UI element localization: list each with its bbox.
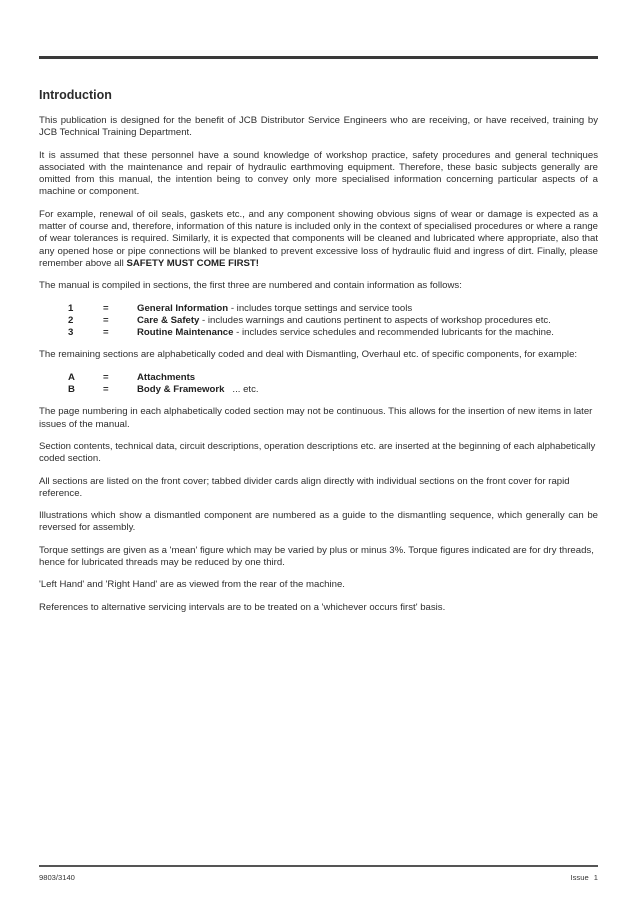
paragraph-illustrations: Illustrations which show a dismantled component are numbered as a guide to the dismantling sequence, which generally can be reversed for assembly.	[39, 510, 598, 534]
equals-sign: =	[103, 302, 109, 314]
paragraph-assumptions: It is assumed that these personnel have a sound knowledge of workshop practice, safety procedures and general techniques associated with the maintenance and repair of hydraulic earthmoving equipment. Therefore, these basic subjects generally are omitted from this manual, the intention being to convey only more specialised information concerning particular aspects of a machine or component.	[39, 149, 598, 198]
section-label: Attachments	[137, 371, 196, 383]
footer-rule	[39, 865, 598, 867]
equals-sign: =	[103, 314, 109, 326]
paragraph-sections-intro: The manual is compiled in sections, the first three are numbered and contain information as follows:	[39, 280, 462, 292]
paragraph-left-right: 'Left Hand' and 'Right Hand' are as viewed from the rear of the machine.	[39, 579, 345, 591]
equals-sign: =	[103, 327, 109, 339]
list-item	[39, 315, 598, 327]
section-code: 3	[68, 327, 74, 339]
paragraph-example	[39, 209, 598, 270]
paragraph-section-contents: Section contents, technical data, circuit descriptions, operation descriptions etc. are inserted at the beginning of each alphabetically coded section.	[39, 440, 596, 465]
equals-sign: =	[103, 384, 109, 396]
list-item	[39, 384, 598, 396]
paragraph-front-cover: All sections are listed on the front cover; tabbed divider cards align directly with individual sections on the front cover for rapid reference.	[39, 475, 570, 499]
section-label: Body & Framework	[137, 384, 225, 396]
list-item	[39, 327, 598, 339]
paragraph-servicing-intervals: References to alternative servicing intervals are to be treated on a 'whichever occurs first' basis.	[39, 601, 446, 613]
section-code: 2	[68, 314, 74, 326]
page-title: Introduction	[39, 88, 112, 102]
section-code: 1	[68, 302, 74, 314]
top-rule	[39, 56, 598, 59]
paragraph-torque: Torque settings are given as a 'mean' figure which may be varied by plus or minus 3%. Torque figures indicated are for dry threads, hence for lubricated threads may be reduced by one third.	[39, 544, 594, 569]
safety-emphasis: SAFETY MUST COME FIRST!	[126, 257, 259, 269]
numbered-sections-list	[39, 303, 598, 340]
section-label: Care & Safety	[137, 314, 200, 326]
section-code: B	[68, 384, 75, 396]
section-label: General Information	[137, 302, 229, 314]
page-content	[39, 87, 598, 624]
paragraph-remaining-sections: The remaining sections are alphabetically coded and deal with Dismantling, Overhaul etc. of specific components, for example:	[39, 349, 578, 361]
list-item	[39, 303, 598, 315]
paragraph-page-numbering: The page numbering in each alphabetically coded section may not be continuous. This allows for the insertion of new items in later issues of the manual.	[39, 406, 593, 430]
list-item	[39, 372, 598, 384]
issue-number: Issue 1	[570, 873, 598, 882]
section-description: - includes warnings and cautions pertinent to aspects of workshop procedures etc.	[199, 314, 551, 326]
page-footer	[39, 873, 598, 882]
equals-sign: =	[103, 371, 109, 383]
section-description: - includes torque settings and service tools	[228, 302, 413, 314]
section-description: - includes service schedules and recommended lubricants for the machine.	[233, 327, 554, 339]
paragraph-example-text: For example, renewal of oil seals, gaskets etc., and any component showing obvious signs of wear or damage is expected as a matter of course and, therefore, information of this nature is included only in the context of specialised procedures or where a range of wear tolerances is required. Similarly, it is expected that components will be cleaned and lubricated where appropriate, also that any opened hose or pipe connections will be blanked to prevent excessive loss of hydraulic fluid and ingress of dirt. Finally, please remember above all	[39, 208, 598, 269]
section-description: ... etc.	[224, 384, 259, 396]
document-number: 9803/3140	[39, 873, 75, 882]
section-label: Routine Maintenance	[137, 327, 234, 339]
section-code: A	[68, 371, 75, 383]
lettered-sections-list	[39, 372, 598, 397]
paragraph-purpose: This publication is designed for the benefit of JCB Distributor Service Engineers who are receiving, or have received, training by JCB Technical Training Department.	[39, 115, 598, 139]
